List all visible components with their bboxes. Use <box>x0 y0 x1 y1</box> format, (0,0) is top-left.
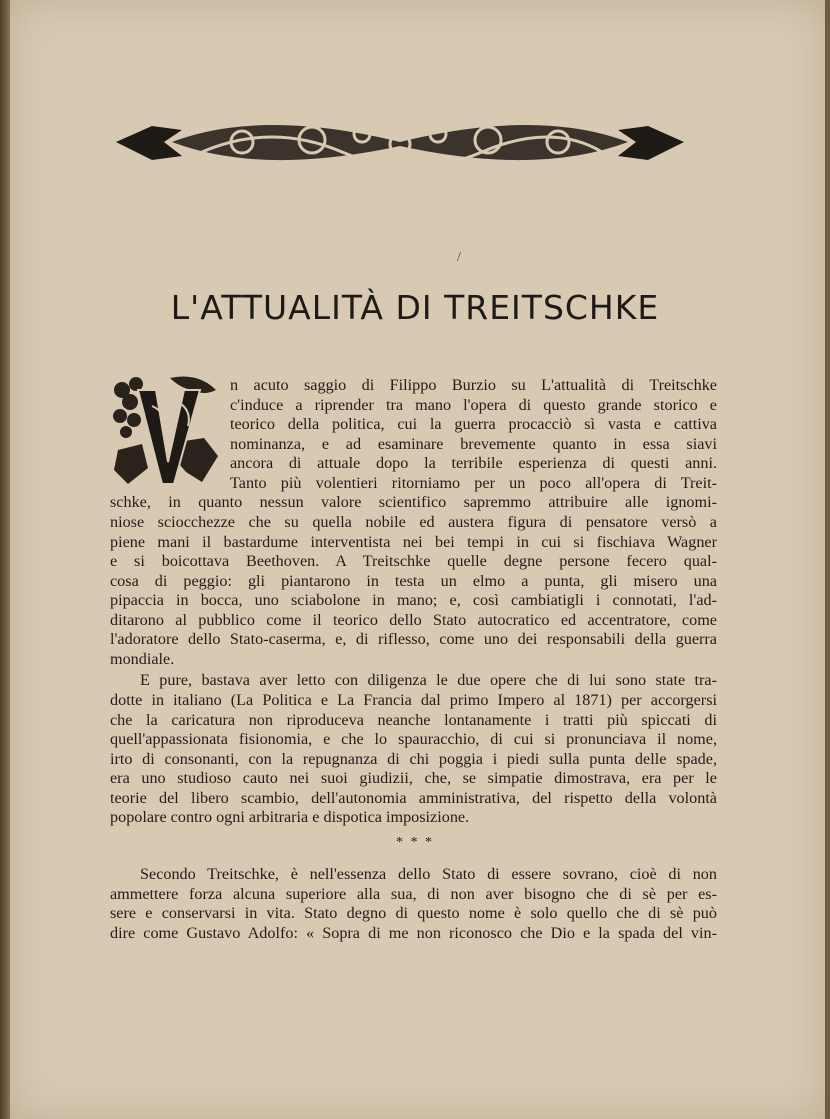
page-binding-edge <box>0 0 10 1119</box>
article-title: L'ATTUALITÀ DI TREITSCHKE <box>170 288 660 327</box>
text-line: popolare contro ogni arbitraria e dispotica imposizione. <box>110 808 470 827</box>
text-line: c'induce a riprender tra mano l'opera di questo grande storico e <box>230 395 717 414</box>
text-line: schke, in quanto nessun valore scientifico sapremmo attribuire alle ignomi- <box>110 493 717 512</box>
text-line: Secondo Treitschke, è nell'essenza dello Stato di essere sovrano, cioè di non <box>140 865 717 884</box>
text-line: e si boicottava Beethoven. A Treitschke quelle degne persone fecero qual- <box>110 552 717 571</box>
text-line: nominanza, e ad esaminare brevemente quanto in essa siavi <box>230 434 717 453</box>
text-line: ancora di attuale dopo la terribile esperienza di questi anni. <box>230 454 717 473</box>
text-line: irto di consonanti, con la repugnanza di chi poggia i piedi sulla punta delle spade, <box>110 749 717 768</box>
text-line: piene mani il bastardume interventista nei bei tempi in cui si fischiava Wagner <box>110 532 717 551</box>
text-line: teorie del libero scambio, dell'autonomia amministrativa, del rispetto della volontà <box>110 788 717 807</box>
text-line: cosa di peggio: gli piantarono in testa un elmo a punta, gli misero una <box>110 571 717 590</box>
text-line: dotte in italiano (La Politica e La Francia dal primo Impero al 1871) per accorgersi <box>110 690 717 709</box>
stray-mark: / <box>457 250 461 265</box>
text-line: ammettere forza alcuna superiore alla sua, di non aver bisogno che di sè per es- <box>110 884 717 903</box>
text-line: l'adoratore dello Stato-caserma, e, di riflesso, come uno dei responsabili della guerra <box>110 630 717 649</box>
section-separator: * * * <box>396 834 434 850</box>
decorative-vine-ornament <box>112 112 688 176</box>
text-line: sere e conservarsi in vita. Stato degno di questo nome è solo quello che di sè può <box>110 904 717 923</box>
text-line: che la caricatura non riproduceva neanche lontanamente i tratti più spiccati di <box>110 710 717 729</box>
text-line: Tanto più volentieri ritorniamo per un poco all'opera di Treit- <box>230 473 717 492</box>
text-line: teorico della politica, cui la guerra procacciò sì vasta e cattiva <box>230 415 717 434</box>
decorated-initial-v <box>108 372 224 490</box>
text-line: pipaccia in bocca, uno sciabolone in mano; e, così cambiatigli i connotati, l'ad- <box>110 591 717 610</box>
text-line: dire come Gustavo Adolfo: « Sopra di me non riconosco che Dio e la spada del vin- <box>110 923 717 942</box>
text-line: ditarono al pubblico come il teorico dello Stato autocratico ed accentratore, come <box>110 610 717 629</box>
text-line: mondiale. <box>110 650 175 668</box>
text-line: era uno studioso cauto nei suoi giudizii, che, se simpatie dimostrava, era per le <box>110 769 717 788</box>
text-line: n acuto saggio di Filippo Burzio su L'attualità di Treitschke <box>230 376 717 394</box>
text-line: E pure, bastava aver letto con diligenza le due opere che di lui sono state tra- <box>140 671 717 690</box>
text-line: quell'appassionata fisionomia, e che lo spauracchio, di cui si pronunciava il nome, <box>110 730 717 748</box>
text-line: niose sciocchezze che su quella nobile ed austera figura di pensatore versò a <box>110 513 717 531</box>
